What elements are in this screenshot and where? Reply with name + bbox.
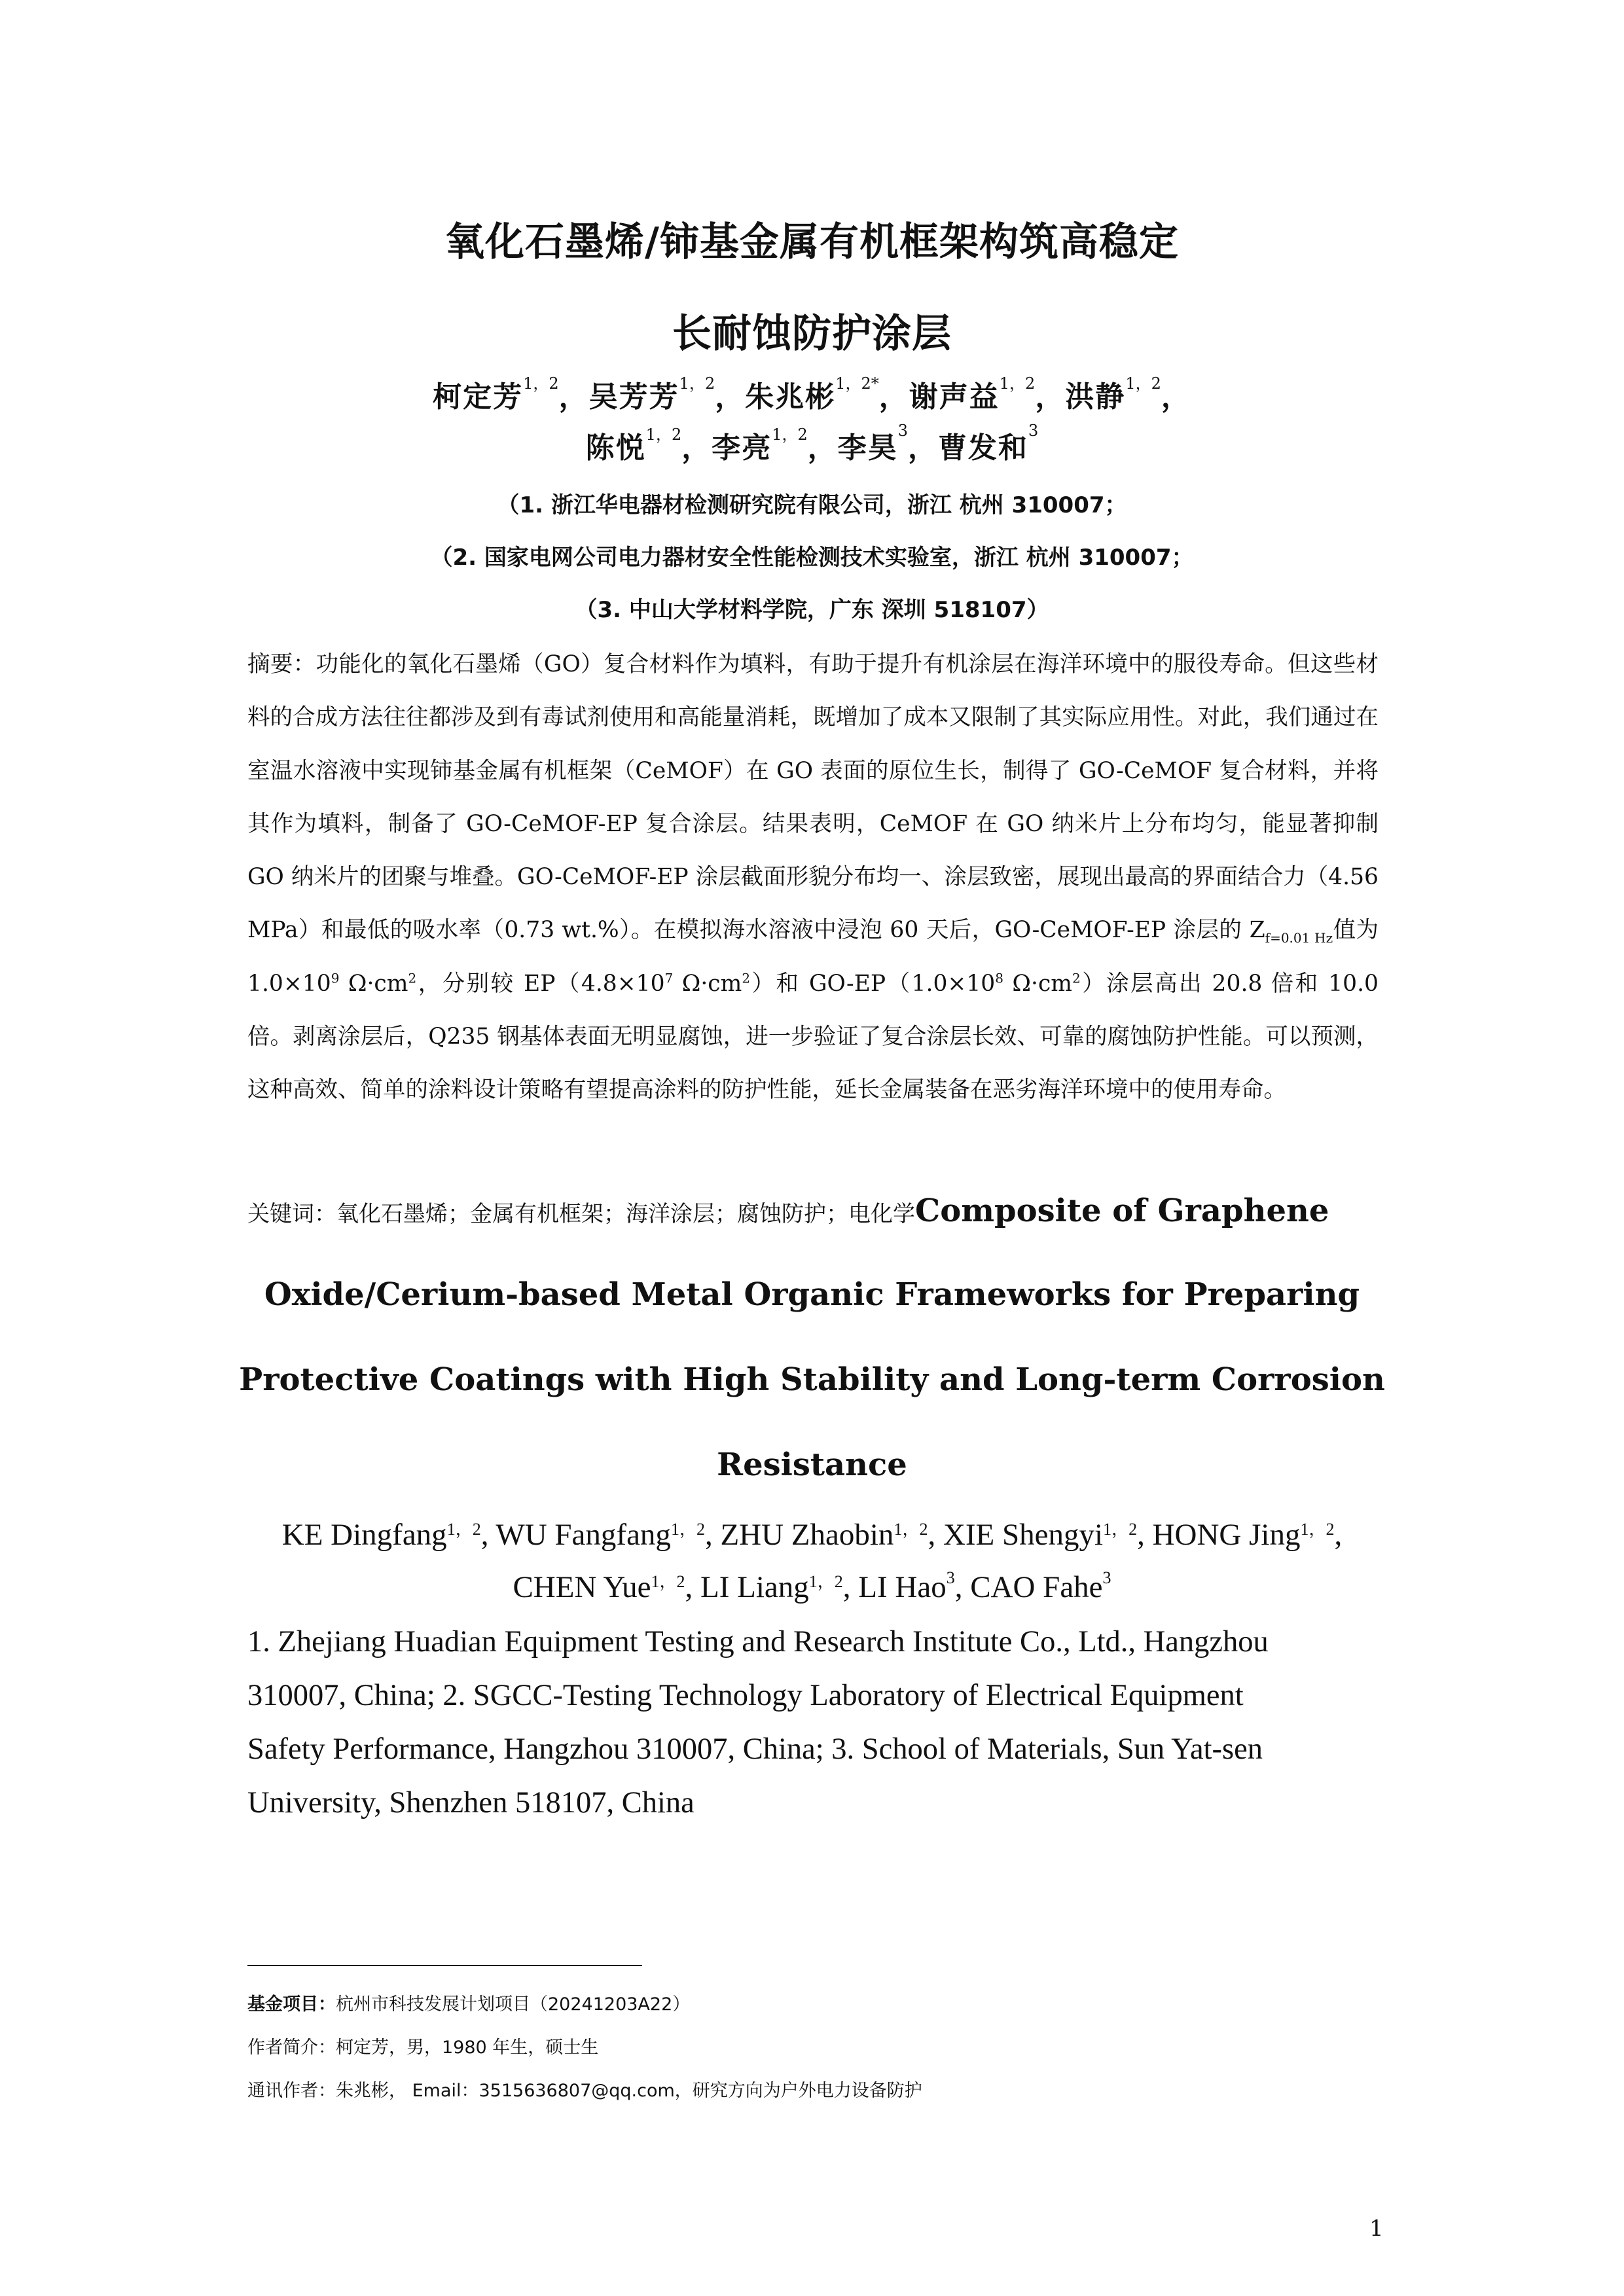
author-affiliation-mark: 1，2 bbox=[645, 425, 682, 444]
title-en-line2: Oxide/Cerium-based Metal Organic Frameworks for Preparing bbox=[264, 1276, 1360, 1313]
author-name: HONG Jing bbox=[1152, 1518, 1301, 1552]
author-separator: ， bbox=[558, 380, 589, 414]
corr-text: 朱兆彬， Email：3515636807@qq.com，研究方向为户外电力设备防护 bbox=[336, 2081, 922, 2101]
author-separator: , bbox=[704, 1518, 721, 1552]
author-name: 李昊 bbox=[837, 431, 898, 465]
affiliation-cn-3: （3. 中山大学材料学院，广东 深圳 518107） bbox=[575, 597, 1049, 623]
abstract-label: 摘要： bbox=[247, 651, 316, 677]
author-name: KE Dingfang bbox=[281, 1518, 447, 1552]
affiliation-en-line: 310007, China; 2. SGCC-Testing Technology Laboratory of Electrical Equipment bbox=[247, 1679, 1244, 1712]
squared-3: 2 bbox=[1072, 970, 1081, 986]
author-separator: , bbox=[954, 1570, 971, 1604]
author-affiliation-mark: 1，2 bbox=[772, 425, 808, 444]
author-affiliation-mark: 3 bbox=[897, 422, 909, 440]
bio-label: 作者简介： bbox=[247, 2037, 336, 2058]
author-name: 柯定芳 bbox=[433, 380, 524, 414]
author-name: CHEN Yue bbox=[513, 1570, 651, 1604]
impedance-subscript: f=0.01 Hz bbox=[1265, 930, 1333, 946]
author-name: WU Fangfang bbox=[496, 1518, 671, 1552]
author-affiliation-mark: 1，2 bbox=[893, 1520, 928, 1539]
author-name: ZHU Zhaobin bbox=[720, 1518, 894, 1552]
authors-cn-line1 bbox=[0, 373, 1624, 415]
footnote-corresponding bbox=[247, 2076, 922, 2102]
author-separator: ， bbox=[715, 380, 746, 414]
title-cn-line1: 氧化石墨烯/铈基金属有机框架构筑高稳定 bbox=[445, 219, 1179, 265]
affiliation-cn-1: （1. 浙江华电器材检测研究院有限公司，浙江 杭州 310007； bbox=[497, 492, 1127, 518]
keywords-text: 氧化石墨烯；金属有机框架；海洋涂层；腐蚀防护；电化学 bbox=[336, 1201, 915, 1227]
abstract bbox=[247, 638, 1379, 1117]
author-separator: ， bbox=[681, 431, 712, 465]
footnote-divider bbox=[247, 1965, 642, 1966]
abstract-text-8: ）涂层高出 20.8 倍和 10.0 倍。剥离涂层后，Q235 钢基体表面无明显腐蚀，进一步验证了复合涂层长效、可靠的腐蚀防护性能。可以预测，这种高效、简单的涂料设计策略有望提高涂料的防护性能，延长金属装备在恶劣海洋环境中的使用寿命。 bbox=[247, 970, 1379, 1103]
author-name: CAO Fahe bbox=[970, 1570, 1103, 1604]
squared-1: 2 bbox=[408, 970, 417, 986]
title-en-line4: Resistance bbox=[717, 1446, 907, 1483]
author-name: 吴芳芳 bbox=[588, 380, 679, 414]
author-affiliation-mark: 3 bbox=[1028, 422, 1039, 440]
author-name: 谢声益 bbox=[909, 380, 1000, 414]
author-separator: ， bbox=[878, 380, 909, 414]
author-name: 曹发和 bbox=[938, 431, 1029, 465]
fund-text: 杭州市科技发展计划项目（20241203A22） bbox=[336, 1994, 691, 2015]
author-name: 陈悦 bbox=[585, 431, 646, 465]
abstract-text-1: 功能化的氧化石墨烯（GO）复合材料作为填料，有助于提升有机涂层在海洋环境中的服役寿命。但这些材料的合成方法往往都涉及到有毒试剂使用和高能量消耗，既增加了成本又限制了其实际应用性。对此，我们通过在室温水溶液中实现铈基金属有机框架（CeMOF）在 GO 表面的原位生长，制得了 GO-CeMOF 复合材料，并将其作为填料，制备了 GO-CeMOF-EP 复合涂层。结果表明，CeMOF 在 GO 纳米片上分布均匀，能显著抑制 GO 纳米片的团聚与堆叠。GO-CeMOF-EP 涂层截面形貌分布均一、涂层致密，展现出最高的界面结合力（4.56 MPa）和最低的吸水率（0.73 wt.%）。在模拟海水溶液中浸泡 60 天后，GO-CeMOF-EP 涂层的 Z bbox=[247, 651, 1379, 944]
affiliations-en bbox=[247, 1615, 1379, 1830]
footnote-bio bbox=[247, 2033, 598, 2058]
fund-label: 基金项目： bbox=[247, 1994, 336, 2015]
footnote-fund bbox=[247, 1990, 690, 2015]
author-affiliation-mark: 1，2* bbox=[835, 374, 879, 393]
author-separator: , bbox=[1137, 1518, 1153, 1552]
exponent-2: 7 bbox=[664, 970, 674, 986]
author-affiliation-mark: 1，2 bbox=[446, 1520, 481, 1539]
abstract-text-5: Ω·cm bbox=[673, 970, 742, 997]
author-separator: ， bbox=[908, 431, 939, 465]
author-affiliation-mark: 1，2 bbox=[999, 374, 1036, 393]
authors-cn-line2 bbox=[0, 424, 1624, 466]
author-separator: ， bbox=[1035, 380, 1066, 414]
author-affiliation-mark: 1，2 bbox=[523, 374, 559, 393]
affiliation-cn-2: （2. 国家电网公司电力器材安全性能检测技术实验室，浙江 杭州 310007； bbox=[430, 545, 1194, 571]
title-en-part1: Composite of Graphene bbox=[915, 1193, 1329, 1229]
author-separator: ， bbox=[1161, 380, 1191, 414]
keywords-line bbox=[247, 1193, 1379, 1229]
author-name: LI Hao bbox=[858, 1570, 947, 1604]
title-cn-line2: 长耐蚀防护涂层 bbox=[672, 311, 952, 357]
exponent-3: 8 bbox=[995, 970, 1003, 986]
author-affiliation-mark: 3 bbox=[1102, 1568, 1111, 1587]
corr-label: 通讯作者： bbox=[247, 2081, 336, 2101]
author-affiliation-mark: 1，2 bbox=[651, 1572, 685, 1591]
author-affiliation-mark: 3 bbox=[946, 1568, 955, 1587]
bio-text: 柯定芳，男，1980 年生，硕士生 bbox=[336, 2037, 599, 2058]
author-name: LI Liang bbox=[700, 1570, 809, 1604]
keywords-label: 关键词： bbox=[247, 1201, 336, 1227]
author-affiliation-mark: 1，2 bbox=[670, 1520, 705, 1539]
author-affiliation-mark: 1，2 bbox=[1125, 374, 1161, 393]
affiliation-en-line: University, Shenzhen 518107, China bbox=[247, 1786, 695, 1820]
author-separator: , bbox=[1334, 1518, 1343, 1552]
page-number: 1 bbox=[1369, 2215, 1384, 2242]
abstract-text-3: Ω·cm bbox=[339, 970, 408, 997]
author-separator: , bbox=[685, 1570, 701, 1604]
authors-en-line1 bbox=[0, 1517, 1624, 1552]
author-separator: , bbox=[480, 1518, 496, 1552]
abstract-text-2: 值为 1.0×10 bbox=[247, 917, 1379, 997]
author-separator: , bbox=[928, 1518, 943, 1552]
author-affiliation-mark: 1，2 bbox=[1103, 1520, 1138, 1539]
author-affiliation-mark: 1，2 bbox=[679, 374, 715, 393]
author-name: 朱兆彬 bbox=[745, 380, 836, 414]
author-affiliation-mark: 1，2 bbox=[808, 1572, 843, 1591]
author-name: 洪静 bbox=[1065, 380, 1126, 414]
abstract-text-6: ）和 GO-EP（1.0×10 bbox=[750, 970, 996, 997]
abstract-text-4: ，分别较 EP（4.8×10 bbox=[416, 970, 665, 997]
author-affiliation-mark: 1，2 bbox=[1300, 1520, 1335, 1539]
exponent-1: 9 bbox=[331, 970, 340, 986]
affiliation-en-line: 1. Zhejiang Huadian Equipment Testing and Research Institute Co., Ltd., Hangzhou bbox=[247, 1625, 1269, 1659]
author-name: 李亮 bbox=[712, 431, 772, 465]
abstract-text-7: Ω·cm bbox=[1003, 970, 1073, 997]
title-en-line3: Protective Coatings with High Stability and Long-term Corrosion bbox=[239, 1361, 1385, 1398]
author-name: XIE Shengyi bbox=[943, 1518, 1104, 1552]
affiliation-en-line: Safety Performance, Hangzhou 310007, China; 3. School of Materials, Sun Yat-sen bbox=[247, 1732, 1263, 1766]
authors-en-line2 bbox=[0, 1570, 1624, 1605]
author-separator: , bbox=[842, 1570, 859, 1604]
squared-2: 2 bbox=[742, 970, 751, 986]
author-separator: ， bbox=[807, 431, 838, 465]
